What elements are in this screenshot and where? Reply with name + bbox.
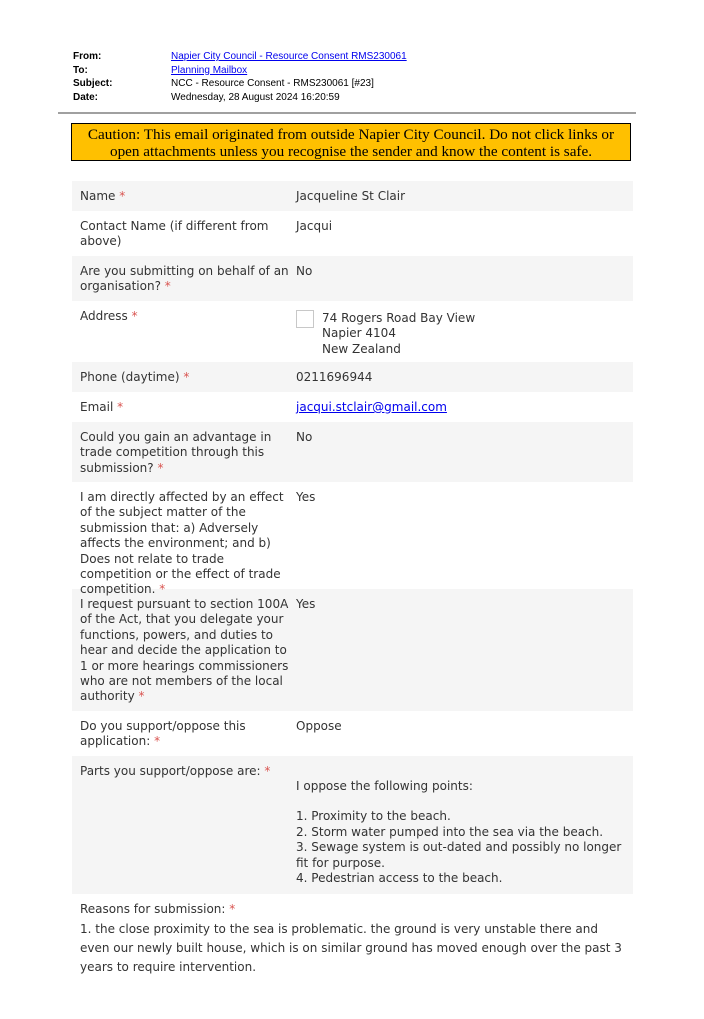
parts-value [296,764,633,887]
support-value: Oppose [296,719,342,733]
email-row [72,392,633,422]
support-row [72,711,633,756]
date-value: Wednesday, 28 August 2024 16:20:59 [171,91,340,103]
delegate-value: Yes [296,597,316,611]
parts-item: 4. Pedestrian access to the beach. [296,871,503,886]
address-line-3: New Zealand [322,341,401,356]
delegate-label: I request pursuant to section 100A of the Act, that you delegate your functions, powers, and duties to hear and decide the application to 1 or more hearings commissioners who are not members of the local authority * [80,597,289,704]
support-label: Do you support/oppose this application: * [80,719,246,749]
submission-form [72,181,633,894]
name-label: Name * [80,189,126,203]
delegate-row [72,589,633,711]
organisation-label: Are you submitting on behalf of an organisation? * [80,264,289,294]
email-header [73,50,633,104]
header-divider [58,112,636,114]
required-marker: * [183,370,190,384]
address-lines [322,309,475,355]
parts-item: 1. Proximity to the beach. [296,809,451,824]
date-label: Date: [73,91,99,103]
caution-line-2: open attachments unless you recognise the sender and know the content is safe. [109,143,593,160]
required-marker: * [229,902,236,916]
contact-value: Jacqui [296,219,333,233]
required-marker: * [119,189,126,203]
organisation-row [72,256,633,301]
address-map-icon [296,310,314,328]
address-line-2: Napier 4104 [322,326,396,341]
reasons-label: Reasons for submission: * [80,902,236,916]
organisation-value: No [296,264,313,278]
phone-value: 0211696944 [296,370,373,384]
required-marker: * [159,582,166,597]
address-line-1: 74 Rogers Road Bay View [322,311,476,325]
from-row [73,50,633,64]
parts-intro: I oppose the following points: [296,779,473,793]
parts-label: Parts you support/oppose are: * [80,764,271,778]
required-marker: * [138,689,145,704]
contact-label: Contact Name (if different from above) [80,219,269,249]
reasons-text: 1. the close proximity to the sea is problematic. the ground is very unstable there and even our newly built house, which is on similar ground has moved enough over the past 3 years to require intervention. [80,922,622,974]
address-row [72,301,633,362]
subject-value: NCC - Resource Consent - RMS230061 [#23] [171,78,374,89]
affected-value: Yes [296,490,316,504]
trade-label: Could you gain an advantage in trade competition through this submission? * [80,430,272,475]
phone-label: Phone (daytime) * [80,370,190,384]
required-marker: * [131,309,138,323]
trade-value: No [296,430,313,444]
to-link[interactable]: Planning Mailbox [171,64,248,76]
parts-item: 3. Sewage system is out-dated and possibly no longer fit for purpose. [296,840,622,870]
required-marker: * [157,460,164,475]
name-row [72,181,633,211]
to-row [73,64,633,78]
from-link[interactable]: Napier City Council - Resource Consent RMS230061 [171,51,407,62]
required-marker: * [154,734,161,749]
phone-row [72,362,633,392]
address-label: Address * [80,309,138,323]
required-marker: * [164,279,171,294]
parts-row [72,756,633,894]
name-value: Jacqueline St Clair [296,189,406,203]
caution-line-1: Caution: This email originated from outside Napier City Council. Do not click links or [87,126,615,143]
subject-row [73,77,633,91]
affected-row [72,482,633,597]
trade-row [72,422,633,482]
email-link[interactable]: jacqui.stclair@gmail.com [296,400,447,414]
to-label: To: [73,64,88,76]
affected-label: I am directly affected by an effect of the subject matter of the submission that: a) Adversely affects the environment; and b) Does not relate to trade competition or the effect of trade competition. * [80,490,284,597]
required-marker: * [264,764,271,778]
address-value [296,309,633,355]
contact-row [72,211,633,256]
from-label: From: [73,51,102,62]
parts-item: 2. Storm water pumped into the sea via the beach. [296,824,604,839]
required-marker: * [117,400,124,414]
subject-label: Subject: [73,78,113,89]
email-label: Email * [80,400,124,414]
date-row [73,91,633,105]
caution-banner [71,123,631,161]
